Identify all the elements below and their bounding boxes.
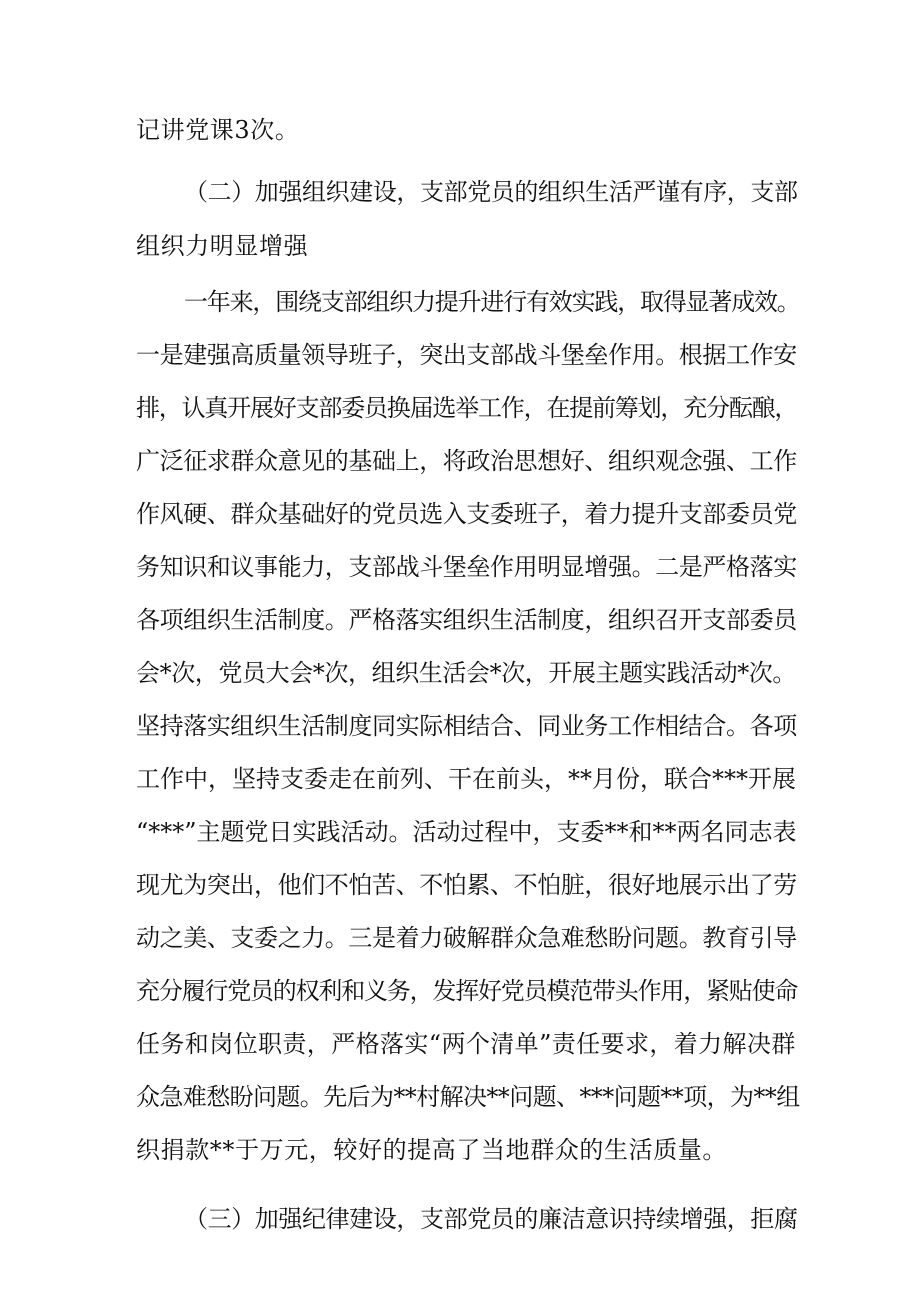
paragraph-line-11: “***”主题党日实践活动。活动过程中，支委**和**两名同志表 — [136, 818, 797, 846]
paragraph-line-12: 现尤为突出，他们不怕苦、不怕累、不怕脏，很好地展示出了劳 — [136, 871, 797, 899]
paragraph-line-8: 会*次，党员大会*次，组织生活会*次，开展主题实践活动*次。 — [136, 659, 796, 687]
paragraph-line-3: 排，认真开展好支部委员换届选举工作，在提前筹划，充分酝酿， — [136, 394, 798, 422]
paragraph-line-13: 动之美、支委之力。三是着力破解群众急难愁盼问题。教育引导 — [136, 924, 797, 952]
paragraph-line-9: 坚持落实组织生活制度同实际相结合、同业务工作相结合。各项 — [136, 712, 797, 740]
paragraph-line-6: 务知识和议事能力，支部战斗堡垒作用明显增强。二是严格落实 — [136, 553, 797, 581]
section-heading-2: （二）加强组织建设，支部党员的组织生活严谨有序，支部 — [184, 178, 798, 206]
paragraph-line-17: 织捐款**于万元，较好的提高了当地群众的生活质量。 — [136, 1136, 727, 1164]
paragraph-line-14: 充分履行党员的权利和义务，发挥好党员模范带头作用，紧贴使命 — [136, 977, 798, 1005]
paragraph-line-4: 广泛征求群众意见的基础上，将政治思想好、组织观念强、工作 — [136, 447, 797, 475]
section-heading-3: （三）加强纪律建设，支部党员的廉洁意识持续增强，拒腐 — [184, 1205, 798, 1233]
section-heading-2-continued: 组织力明显增强 — [136, 232, 309, 260]
text-line-1: 记讲党课3次。 — [136, 116, 300, 144]
paragraph-line-7: 各项组织生活制度。严格落实组织生活制度，组织召开支部委员 — [136, 606, 797, 634]
paragraph-line-2: 一是建强高质量领导班子，突出支部战斗堡垒作用。根据工作安 — [136, 341, 797, 369]
paragraph-line-1: 一年来，围绕支部组织力提升进行有效实践，取得显著成效。 — [184, 288, 800, 316]
paragraph-line-5: 作风硬、群众基础好的党员选入支委班子，着力提升支部委员党 — [136, 500, 797, 528]
paragraph-line-15: 任务和岗位职责，严格落实“两个清单”责任要求，着力解决群 — [136, 1030, 796, 1058]
paragraph-line-10: 工作中，坚持支委走在前列、干在前头，**月份，联合***开展 — [136, 765, 796, 793]
paragraph-line-16: 众急难愁盼问题。先后为**村解决**问题、***问题**项，为**组 — [136, 1083, 800, 1111]
